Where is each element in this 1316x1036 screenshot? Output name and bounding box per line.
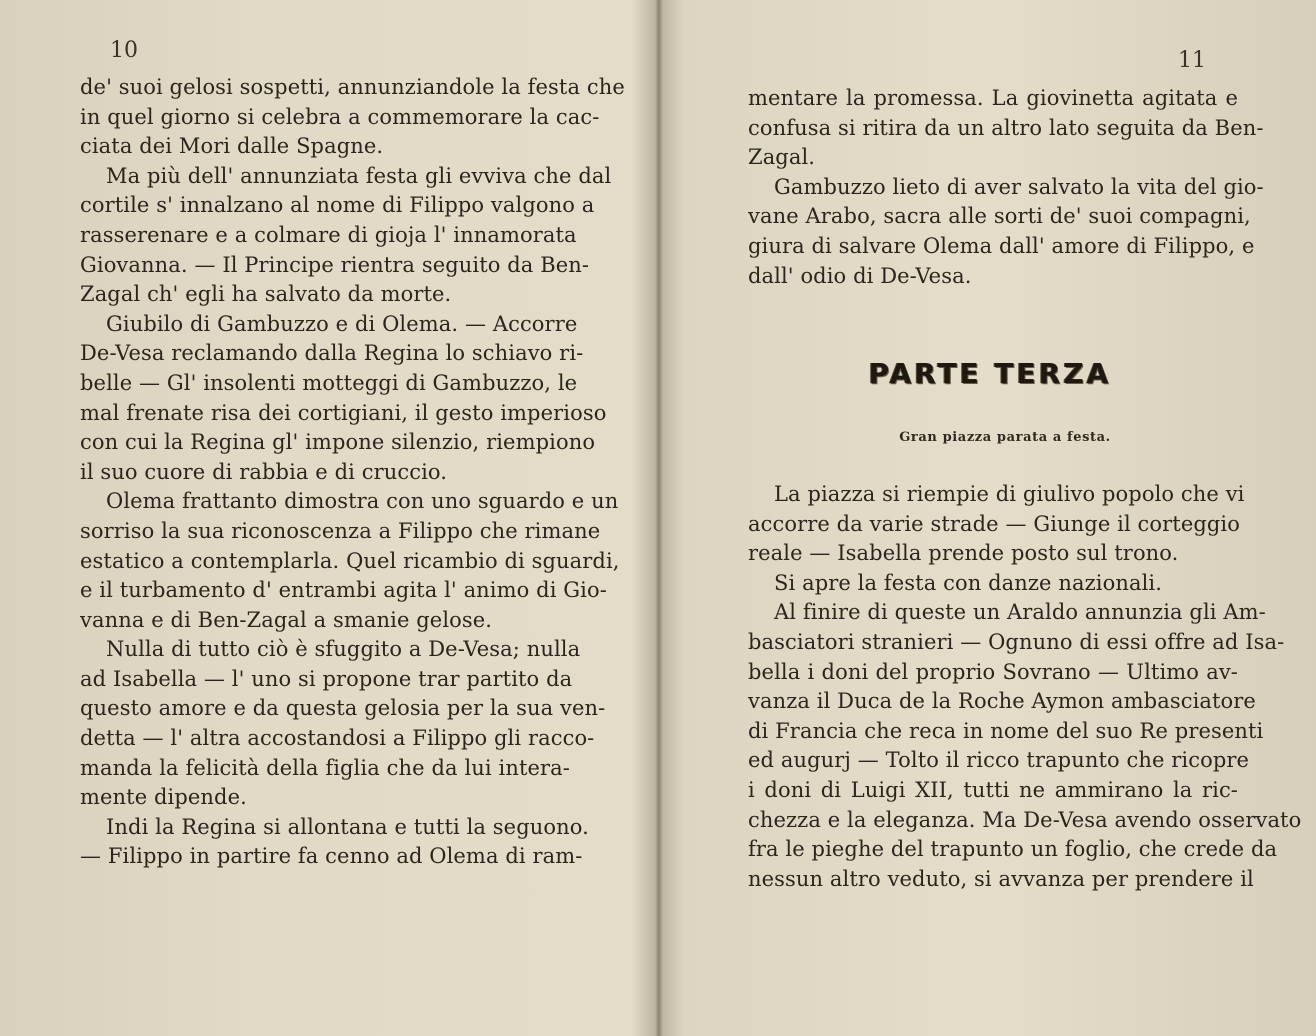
text-line: questo amore e da questa gelosia per la sua ven- <box>80 696 606 721</box>
text-line: Giovanna. — Il Principe rientra seguito da Ben- <box>80 252 590 277</box>
text-line: reale — Isabella prende posto sul trono. <box>748 541 1179 566</box>
text-line: mentare la promessa. La giovinetta agitata e <box>748 86 1238 110</box>
text-line: Ma più dell' annunziata festa gli evviva che dal <box>106 163 612 188</box>
text-line: bella i doni del proprio Sovrano — Ultimo av- <box>748 659 1238 684</box>
text-line: giura di salvare Olema dall' amore di Filippo, e <box>748 233 1255 258</box>
text-line: Indi la Regina si allontana e tutti la seguono. <box>106 814 589 839</box>
text-line: dall' odio di De-Vesa. <box>748 263 972 288</box>
text-line: di Francia che reca in nome del suo Re presenti <box>748 718 1264 743</box>
text-line: ed augurj — Tolto il ricco trapunto che ricopre <box>748 748 1250 773</box>
page-number-right: 11 <box>1178 48 1206 73</box>
right-page-text-bottom <box>748 480 1302 894</box>
text-line: sorriso la sua riconoscenza a Filippo che rimane <box>80 518 601 543</box>
text-line: nessun altro veduto, si avvanza per prendere il <box>748 866 1254 891</box>
text-line: de' suoi gelosi sospetti, annunziandole la festa che <box>80 75 625 99</box>
text-line: ciata dei Mori dalle Spagne. <box>80 134 384 159</box>
text-line: belle — Gl' insolenti motteggi di Gambuzzo, le <box>80 370 578 395</box>
text-line: Zagal. <box>748 145 816 170</box>
text-line: basciatori stranieri — Ognuno di essi offre ad Isa- <box>748 629 1285 654</box>
section-title: PARTE TERZA <box>868 357 1112 390</box>
text-line: cortile s' innalzano al nome di Filippo valgono a <box>80 193 595 218</box>
text-line: vanza il Duca de la Roche Aymon ambasciatore <box>748 689 1256 714</box>
text-line: vane Arabo, sacra alle sorti de' suoi compagni, <box>748 204 1251 229</box>
text-line: in quel giorno si celebra a commemorare la cac- <box>80 104 600 129</box>
text-line: rasserenare e a colmare di gioja l' innamorata <box>80 222 577 247</box>
section-subtitle: Gran piazza parata a festa. <box>899 430 1111 445</box>
text-line: detta — l' altra accostandosi a Filippo gli racco- <box>80 726 595 751</box>
text-line: fra le pieghe del trapunto un foglio, che crede da <box>748 837 1278 862</box>
text-line: — Filippo in partire fa cenno ad Olema di ram- <box>80 844 583 869</box>
text-line: Gambuzzo lieto di aver salvato la vita del gio- <box>774 174 1264 199</box>
text-line: accorre da varie strade — Giunge il corteggio <box>748 511 1240 536</box>
text-line: Zagal ch' egli ha salvato da morte. <box>80 282 452 307</box>
text-line: De-Vesa reclamando dalla Regina lo schiavo ri- <box>80 341 584 366</box>
text-line: vanna e di Ben-Zagal a smanie gelose. <box>80 607 493 632</box>
text-line: ad Isabella — l' uno si propone trar partito da <box>80 666 573 691</box>
text-line: e il turbamento d' entrambi agita l' animo di Gio- <box>80 578 607 603</box>
text-line: mal frenate risa dei cortigiani, il gesto imperioso <box>80 400 607 425</box>
text-line: manda la felicità della figlia che da lui intera- <box>80 755 570 780</box>
text-line: estatico a contemplarla. Quel ricambio di sguardi, <box>80 548 620 573</box>
left-page-text <box>80 73 625 872</box>
text-line: con cui la Regina gl' impone silenzio, riempiono <box>80 430 596 455</box>
text-line: Giubilo di Gambuzzo e di Olema. — Accorre <box>106 311 578 336</box>
text-line: i doni di Luigi XII, tutti ne ammirano la ric- <box>748 777 1238 802</box>
text-line: La piazza si riempie di giulivo popolo che vi <box>774 482 1245 506</box>
text-line: mente dipende. <box>80 785 247 810</box>
text-line: confusa si ritira da un altro lato seguita da Ben- <box>748 115 1264 140</box>
text-line: Al finire di queste un Araldo annunzia gli Am- <box>774 600 1266 625</box>
text-line: Olema frattanto dimostra con uno sguardo e un <box>106 489 619 514</box>
text-line: il suo cuore di rabbia e di cruccio. <box>80 459 448 484</box>
text-line: Nulla di tutto ciò è sfuggito a De-Vesa; nulla <box>106 637 581 662</box>
right-page-text-top <box>748 84 1264 291</box>
text-line: chezza e la eleganza. Ma De-Vesa avendo osservato <box>748 807 1302 832</box>
page-number-left: 10 <box>110 38 138 63</box>
text-line: Si apre la festa con danze nazionali. <box>774 570 1162 595</box>
